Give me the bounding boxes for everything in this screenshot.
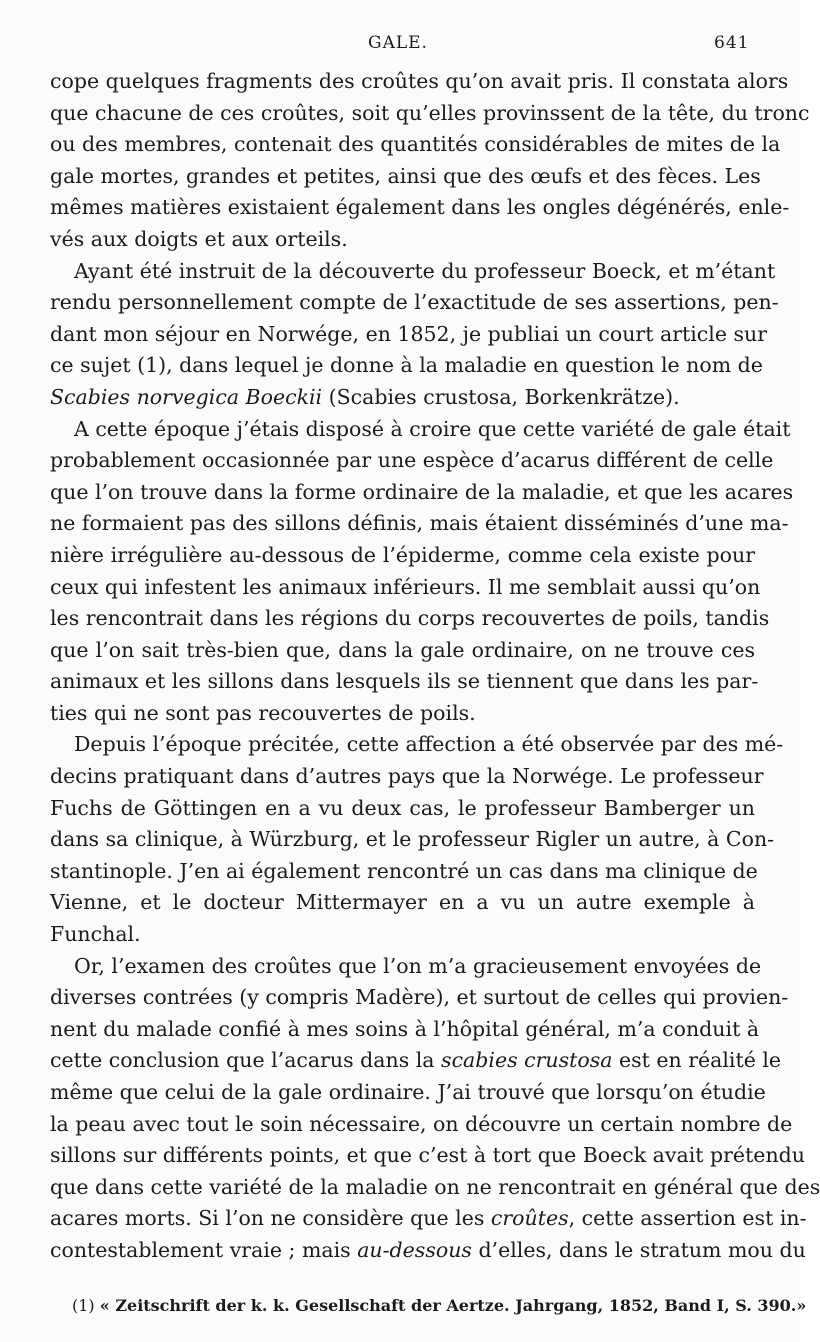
text-line: dant mon séjour en Norwége, en 1852, je publiai un court article sur [50,321,768,346]
text-line: sillons sur différents points, et que c’est à tort que Boeck avait prétendu [50,1143,805,1168]
text-line-scabies-crustosa [50,1045,782,1077]
italic-term: scabies crustosa [441,1048,613,1073]
text-line: decins pratiquant dans d’autres pays que la Norwége. Le professeur [50,764,764,789]
italic-term: Scabies norvegica Boeckii [50,384,323,409]
text-line: ne formaient pas des sillons définis, mais étaient disséminés d’une ma- [50,511,789,536]
text-line: Ayant été instruit de la découverte du professeur Boeck, et m’étant [74,258,776,283]
text-line-au-dessous [50,1235,806,1267]
text-line: que chacune de ces croûtes, soit qu’elles provinssent de la tête, du tronc [50,100,810,125]
text-line: vés aux doigts et aux orteils. [50,226,348,251]
text-run: cette conclusion que l’acarus dans la [50,1048,442,1073]
page-number: 641 [714,33,750,53]
running-head [0,33,800,57]
text-line: ou des membres, contenait des quantités considérables de mites de la [50,132,781,157]
text-line-croutes [50,1203,807,1235]
text-line: gale mortes, grandes et petites, ainsi que des œufs et des fèces. Les [50,163,761,188]
text-run: , cette assertion est in- [568,1206,807,1231]
text-line: A cette époque j’étais disposé à croire que cette variété de gale était [74,416,791,441]
text-line: même que celui de la gale ordinaire. J’ai trouvé que lorsqu’on étudie [50,1080,766,1104]
italic-term: croûtes [490,1206,569,1231]
text-line: Depuis l’époque précitée, cette affection a été observée par des mé- [74,732,784,757]
footnote-marker: (1) [72,1296,95,1315]
footnote-text: « Zeitschrift der k. k. Gesellschaft der Aertze. Jahrgang, 1852, Band I, S. 390.» [99,1296,807,1315]
text-line: que dans cette variété de la maladie on ne rencontrait en général que des [50,1174,820,1199]
text-line: animaux et les sillons dans lesquels ils se tiennent que dans les par- [50,669,759,694]
text-line: rendu personnellement compte de l’exactitude de ses assertions, pen- [50,290,779,315]
text-run: (Scabies crustosa, Borkenkrätze). [322,384,680,409]
text-line: Or, l’examen des croûtes que l’on m’a gracieusement envoyées de [74,953,762,978]
text-line: que l’on sait très-bien que, dans la gale ordinaire, on ne trouve ces [50,637,755,662]
text-line: mêmes matières existaient également dans les ongles dégénérés, enle- [50,195,790,220]
text-run: est en réalité le [612,1048,782,1073]
text-line: ties qui ne sont pas recouvertes de poils. [50,700,476,725]
text-line: que l’on trouve dans la forme ordinaire de la maladie, et que les acares [50,479,794,504]
text-line: Vienne, et le docteur Mittermayer en a vu un autre exemple à [50,890,755,915]
text-run: d’elles, dans le stratum mou du [471,1237,806,1262]
text-line: nent du malade confié à mes soins à l’hôpital général, m’a conduit à [50,1016,760,1041]
text-line: Funchal. [50,922,141,947]
text-line: diverses contrées (y compris Madère), et surtout de celles qui provien- [50,985,789,1010]
text-line: ceux qui infestent les animaux inférieurs. Il me semblait aussi qu’on [50,574,761,599]
text-line: nière irrégulière au-dessous de l’épiderme, comme cela existe pour [50,542,755,567]
footnote [72,1296,807,1315]
text-line: la peau avec tout le soin nécessaire, on découvre un certain nombre de [50,1111,793,1136]
italic-term: au-dessous [357,1237,472,1262]
text-line-scabies-norvegica [50,382,755,414]
running-head-title: GALE. [368,33,428,53]
text-line: stantinople. J’en ai également rencontré un cas dans ma clinique de [50,858,758,883]
text-line: les rencontrait dans les régions du corps recouvertes de poils, tandis [50,606,770,631]
text-line: cope quelques fragments des croûtes qu’on avait pris. Il constata alors [50,69,789,93]
body-text [50,66,820,1267]
text-line: Fuchs de Göttingen en a vu deux cas, le professeur Bamberger un [50,795,755,820]
text-run: acares morts. Si l’on ne considère que les [50,1206,491,1231]
text-line: dans sa clinique, à Würzburg, et le professeur Rigler un autre, à Con- [50,827,775,852]
text-run: contestablement vraie ; mais [50,1237,358,1262]
text-line: probablement occasionnée par une espèce d’acarus différent de celle [50,448,774,473]
text-line: ce sujet (1), dans lequel je donne à la maladie en question le nom de [50,353,763,378]
